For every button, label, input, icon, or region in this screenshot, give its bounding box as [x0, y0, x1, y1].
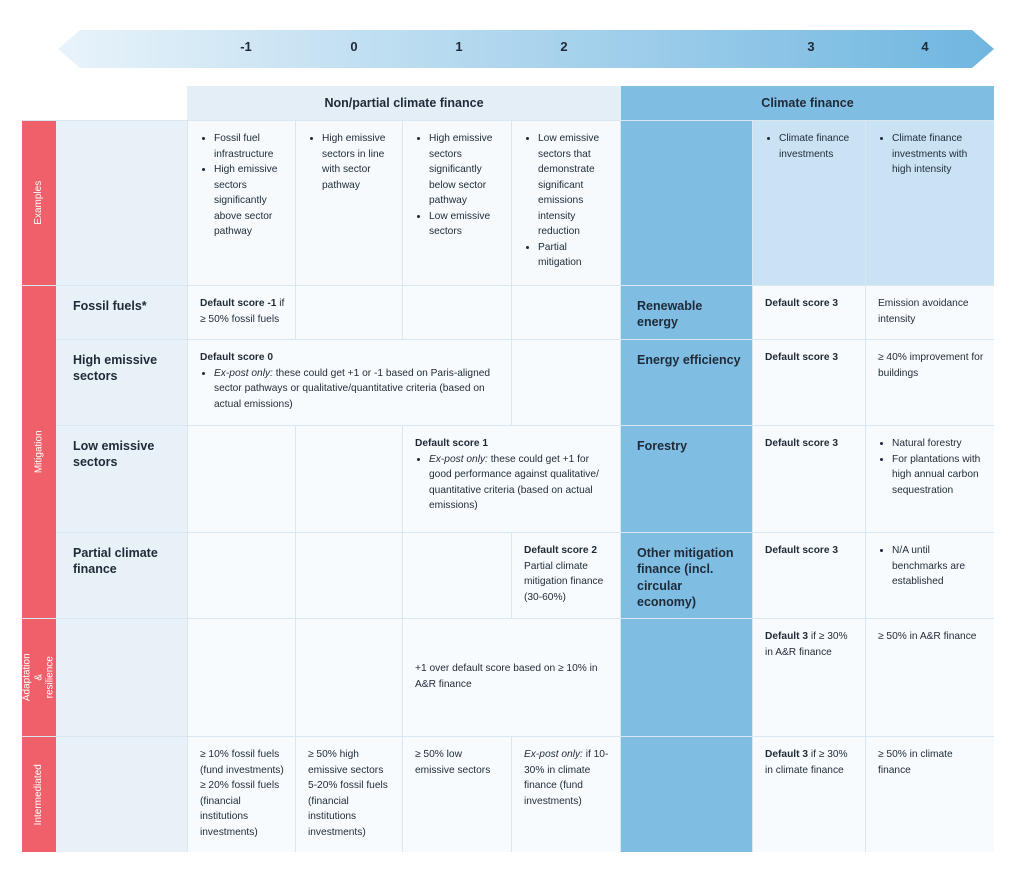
high-cell-4: ≥ 40% improvement for buildings: [866, 340, 994, 425]
category-intermediated: Intermediated: [22, 737, 56, 852]
intermediated-cell-cf-label: [621, 737, 752, 852]
partial-cell-2: Default score 2 Partial climate mitigation finance (30-60%): [512, 533, 620, 618]
fossil-cell-0: [296, 286, 402, 339]
fossil-cell-minus1: Default score -1 if ≥ 50% fossil fuels: [188, 286, 295, 339]
intermediated-cell-0: ≥ 50% high emissive sectors 5-20% fossil fuels (financial institutions investments): [296, 737, 402, 852]
scale-label-3: 3: [807, 39, 815, 54]
examples-cell-minus1: • Fossil fuel infrastructure • High emissive sectors significantly above sector pathway: [188, 121, 295, 285]
intermediated-cell-1: ≥ 50% low emissive sectors: [403, 737, 511, 852]
examples-cell-1: • High emissive sectors significantly below sector pathway • Low emissive sectors: [403, 121, 511, 285]
intermediated-cell-2: Ex-post only: if 10-30% in climate finance (fund investments): [512, 737, 620, 852]
examples-cell-2: • Low emissive sectors that demonstrate significant emissions intensity reduction • Partial mitigation: [512, 121, 620, 285]
partial-cell-4: • N/A until benchmarks are established: [866, 533, 994, 618]
examples-cell-3: • Climate finance investments: [753, 121, 865, 285]
fossil-cell-3: Default score 3: [753, 286, 865, 339]
adaptation-cell-minus1: [188, 619, 295, 736]
scale-label-0: 0: [350, 39, 358, 54]
partial-cell-3: Default score 3: [753, 533, 865, 618]
scale-label-minus1: -1: [240, 39, 252, 54]
low-cell-4: • Natural forestry • For plantations with high annual carbon sequestration: [866, 426, 994, 532]
cf-label-forestry: Forestry: [621, 426, 752, 532]
low-cell-0: [296, 426, 402, 532]
low-emissive-default-score: Default score 1 • Ex-post only: these could get +1 for good performance against qualitative/ quantitative criteria (based on actual emissions): [403, 426, 620, 532]
examples-cell-0: • High emissive sectors in line with sector pathway: [296, 121, 402, 285]
adaptation-cell-3: Default 3 if ≥ 30% in A&R finance: [753, 619, 865, 736]
intermediated-cell-minus1: ≥ 10% fossil fuels (fund investments) ≥ 20% fossil fuels (financial institutions investments): [188, 737, 295, 852]
scale-label-4: 4: [921, 39, 929, 54]
partial-cell-minus1: [188, 533, 295, 618]
scale-label-2: 2: [560, 39, 568, 54]
partial-cell-1: [403, 533, 511, 618]
adaptation-cell-cf-label: [621, 619, 752, 736]
intermediated-cell-3: Default 3 if ≥ 30% in climate finance: [753, 737, 865, 852]
header-non-partial-climate-finance: Non/partial climate finance: [187, 86, 621, 120]
examples-cell-4: • Climate finance investments with high intensity: [866, 121, 994, 285]
row-label-low-emissive: Low emissive sectors: [56, 426, 187, 532]
category-examples: Examples: [22, 121, 56, 285]
high-emissive-default-score: Default score 0 • Ex-post only: these could get +1 or -1 based on Paris-aligned sector pathways or qualitative/quantitative criteria (based on actual emissions): [188, 340, 511, 425]
high-cell-3: Default score 3: [753, 340, 865, 425]
category-mitigation: Mitigation: [22, 286, 56, 618]
header-climate-finance: Climate finance: [621, 86, 994, 120]
row-label-intermediated-blank: [56, 737, 187, 852]
fossil-cell-2: [512, 286, 620, 339]
row-label-high-emissive: High emissive sectors: [56, 340, 187, 425]
adaptation-cell-4: ≥ 50% in A&R finance: [866, 619, 994, 736]
adaptation-cell-0: [296, 619, 402, 736]
low-cell-minus1: [188, 426, 295, 532]
examples-cell-cf-label: [621, 121, 752, 285]
fossil-cell-4: Emission avoidance intensity: [866, 286, 994, 339]
row-label-partial-climate: Partial climate finance: [56, 533, 187, 618]
row-label-adaptation-blank: [56, 619, 187, 736]
scale-label-1: 1: [455, 39, 463, 54]
high-cell-2: [512, 340, 620, 425]
fossil-cell-1: [403, 286, 511, 339]
row-label-fossil-fuels: Fossil fuels*: [56, 286, 187, 339]
cf-label-other-mitigation: Other mitigation finance (incl. circular economy): [621, 533, 752, 618]
intermediated-cell-4: ≥ 50% in climate finance: [866, 737, 994, 852]
cf-label-renewable-energy: Renewable energy: [621, 286, 752, 339]
adaptation-cell-mid: +1 over default score based on ≥ 10% in A&R finance: [403, 619, 620, 736]
scale-arrow: [58, 30, 994, 68]
low-cell-3: Default score 3: [753, 426, 865, 532]
partial-cell-0: [296, 533, 402, 618]
row-label-examples-blank: [56, 121, 187, 285]
cf-label-energy-efficiency: Energy efficiency: [621, 340, 752, 425]
category-adaptation: Adaptation & resilience: [22, 619, 56, 736]
